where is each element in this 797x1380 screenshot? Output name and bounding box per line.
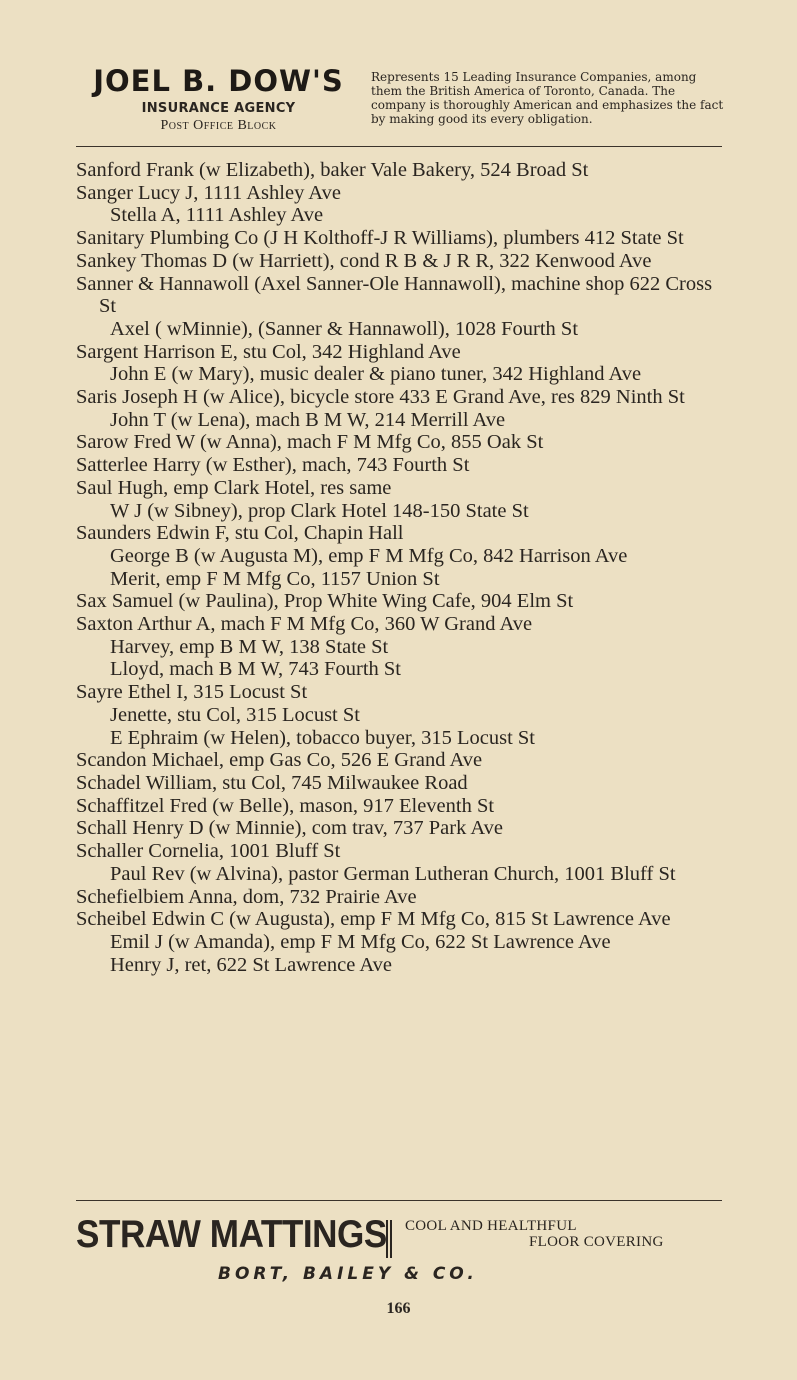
directory-entry: Paul Rev (w Alvina), pastor German Lutheran Church, 1001 Bluff St: [110, 862, 676, 885]
directory-entry: Merit, emp F M Mfg Co, 1157 Union St: [110, 567, 440, 590]
directory-entry: Sargent Harrison E, stu Col, 342 Highland Ave: [76, 340, 461, 363]
page-number: 166: [386, 1300, 411, 1317]
header-agency-block: [76, 64, 361, 134]
directory-listing: [76, 159, 726, 976]
directory-entry: Satterlee Harry (w Esther), mach, 743 Fourth St: [76, 454, 470, 477]
directory-entry: Jenette, stu Col, 315 Locust St: [110, 703, 360, 726]
agency-title: INSURANCE AGENCY: [141, 101, 296, 116]
directory-entry: Sanitary Plumbing Co (J H Kolthoff-J R Williams), plumbers 412 State St: [76, 227, 684, 250]
footer-tagline-1: COOL AND HEALTHFUL: [405, 1218, 577, 1234]
directory-entry: Saxton Arthur A, mach F M Mfg Co, 360 W Grand Ave: [76, 613, 533, 636]
directory-entry: Schadel William, stu Col, 745 Milwaukee Road: [76, 771, 468, 794]
directory-entry: George B (w Augusta M), emp F M Mfg Co, 842 Harrison Ave: [110, 544, 628, 567]
directory-entry: Scheibel Edwin C (w Augusta), emp F M Mfg Co, 815 St Lawrence Ave: [76, 908, 671, 931]
agency-owner-name: JOEL B. DOW'S: [93, 64, 344, 98]
footer-double-bar: [386, 1220, 392, 1258]
directory-entry: E Ephraim (w Helen), tobacco buyer, 315 Locust St: [110, 726, 536, 749]
directory-entry: Lloyd, mach B M W, 743 Fourth St: [110, 658, 402, 681]
directory-entry: Sax Samuel (w Paulina), Prop White Wing Cafe, 904 Elm St: [76, 590, 574, 613]
directory-entry: Henry J, ret, 622 St Lawrence Ave: [110, 953, 392, 976]
header-advertisement: [76, 64, 726, 144]
footer-advertisement: [76, 1212, 726, 1292]
footer-divider: [76, 1200, 722, 1201]
header-divider: [76, 146, 722, 147]
directory-entry: Scandon Michael, emp Gas Co, 526 E Grand Ave: [76, 749, 483, 772]
directory-entry: Sarow Fred W (w Anna), mach F M Mfg Co, 855 Oak St: [76, 431, 544, 454]
directory-entry: Sanford Frank (w Elizabeth), baker Vale Bakery, 524 Broad St: [76, 159, 589, 181]
directory-entry: John E (w Mary), music dealer & piano tuner, 342 Highland Ave: [110, 363, 642, 386]
directory-entry: Saris Joseph H (w Alice), bicycle store 433 E Grand Ave, res 829 Ninth St: [76, 386, 685, 409]
footer-headline: STRAW MATTINGS: [76, 1213, 387, 1256]
directory-entry: Schaller Cornelia, 1001 Bluff St: [76, 840, 341, 863]
agency-address: Post Office Block: [160, 118, 277, 133]
directory-entry: Sanner & Hannawoll (Axel Sanner-Ole Hannawoll), machine shop 622 Cross St: [76, 272, 713, 318]
footer-tagline-2: FLOOR COVERING: [529, 1234, 664, 1250]
directory-entry: Sankey Thomas D (w Harriett), cond R B & J R R, 322 Kenwood Ave: [76, 249, 652, 272]
directory-entry: Emil J (w Amanda), emp F M Mfg Co, 622 St Lawrence Ave: [110, 930, 611, 953]
directory-entry: Sanger Lucy J, 1111 Ashley Ave: [76, 181, 341, 204]
directory-entry: Schall Henry D (w Minnie), com trav, 737 Park Ave: [76, 817, 503, 840]
directory-entry: Saul Hugh, emp Clark Hotel, res same: [76, 476, 392, 499]
directory-entry: Stella A, 1111 Ashley Ave: [110, 204, 324, 227]
footer-company: BORT, BAILEY & CO.: [218, 1264, 478, 1284]
directory-entry: John T (w Lena), mach B M W, 214 Merrill Ave: [110, 408, 506, 431]
directory-entry: W J (w Sibney), prop Clark Hotel 148-150 State St: [110, 499, 529, 522]
agency-blurb: Represents 15 Leading Insurance Companies, among them the British America of Toronto, Canada. The company is thoroughly American and emphasizes the fact by making good its every obligation.: [371, 70, 724, 126]
directory-entry: Saunders Edwin F, stu Col, Chapin Hall: [76, 522, 404, 545]
directory-entry: Sayre Ethel I, 315 Locust St: [76, 681, 308, 704]
directory-entry: Schefielbiem Anna, dom, 732 Prairie Ave: [76, 885, 417, 908]
directory-entry: Harvey, emp B M W, 138 State St: [110, 635, 389, 658]
directory-entry: Axel ( wMinnie), (Sanner & Hannawoll), 1028 Fourth St: [110, 317, 579, 340]
directory-entry: Schaffitzel Fred (w Belle), mason, 917 Eleventh St: [76, 794, 495, 817]
